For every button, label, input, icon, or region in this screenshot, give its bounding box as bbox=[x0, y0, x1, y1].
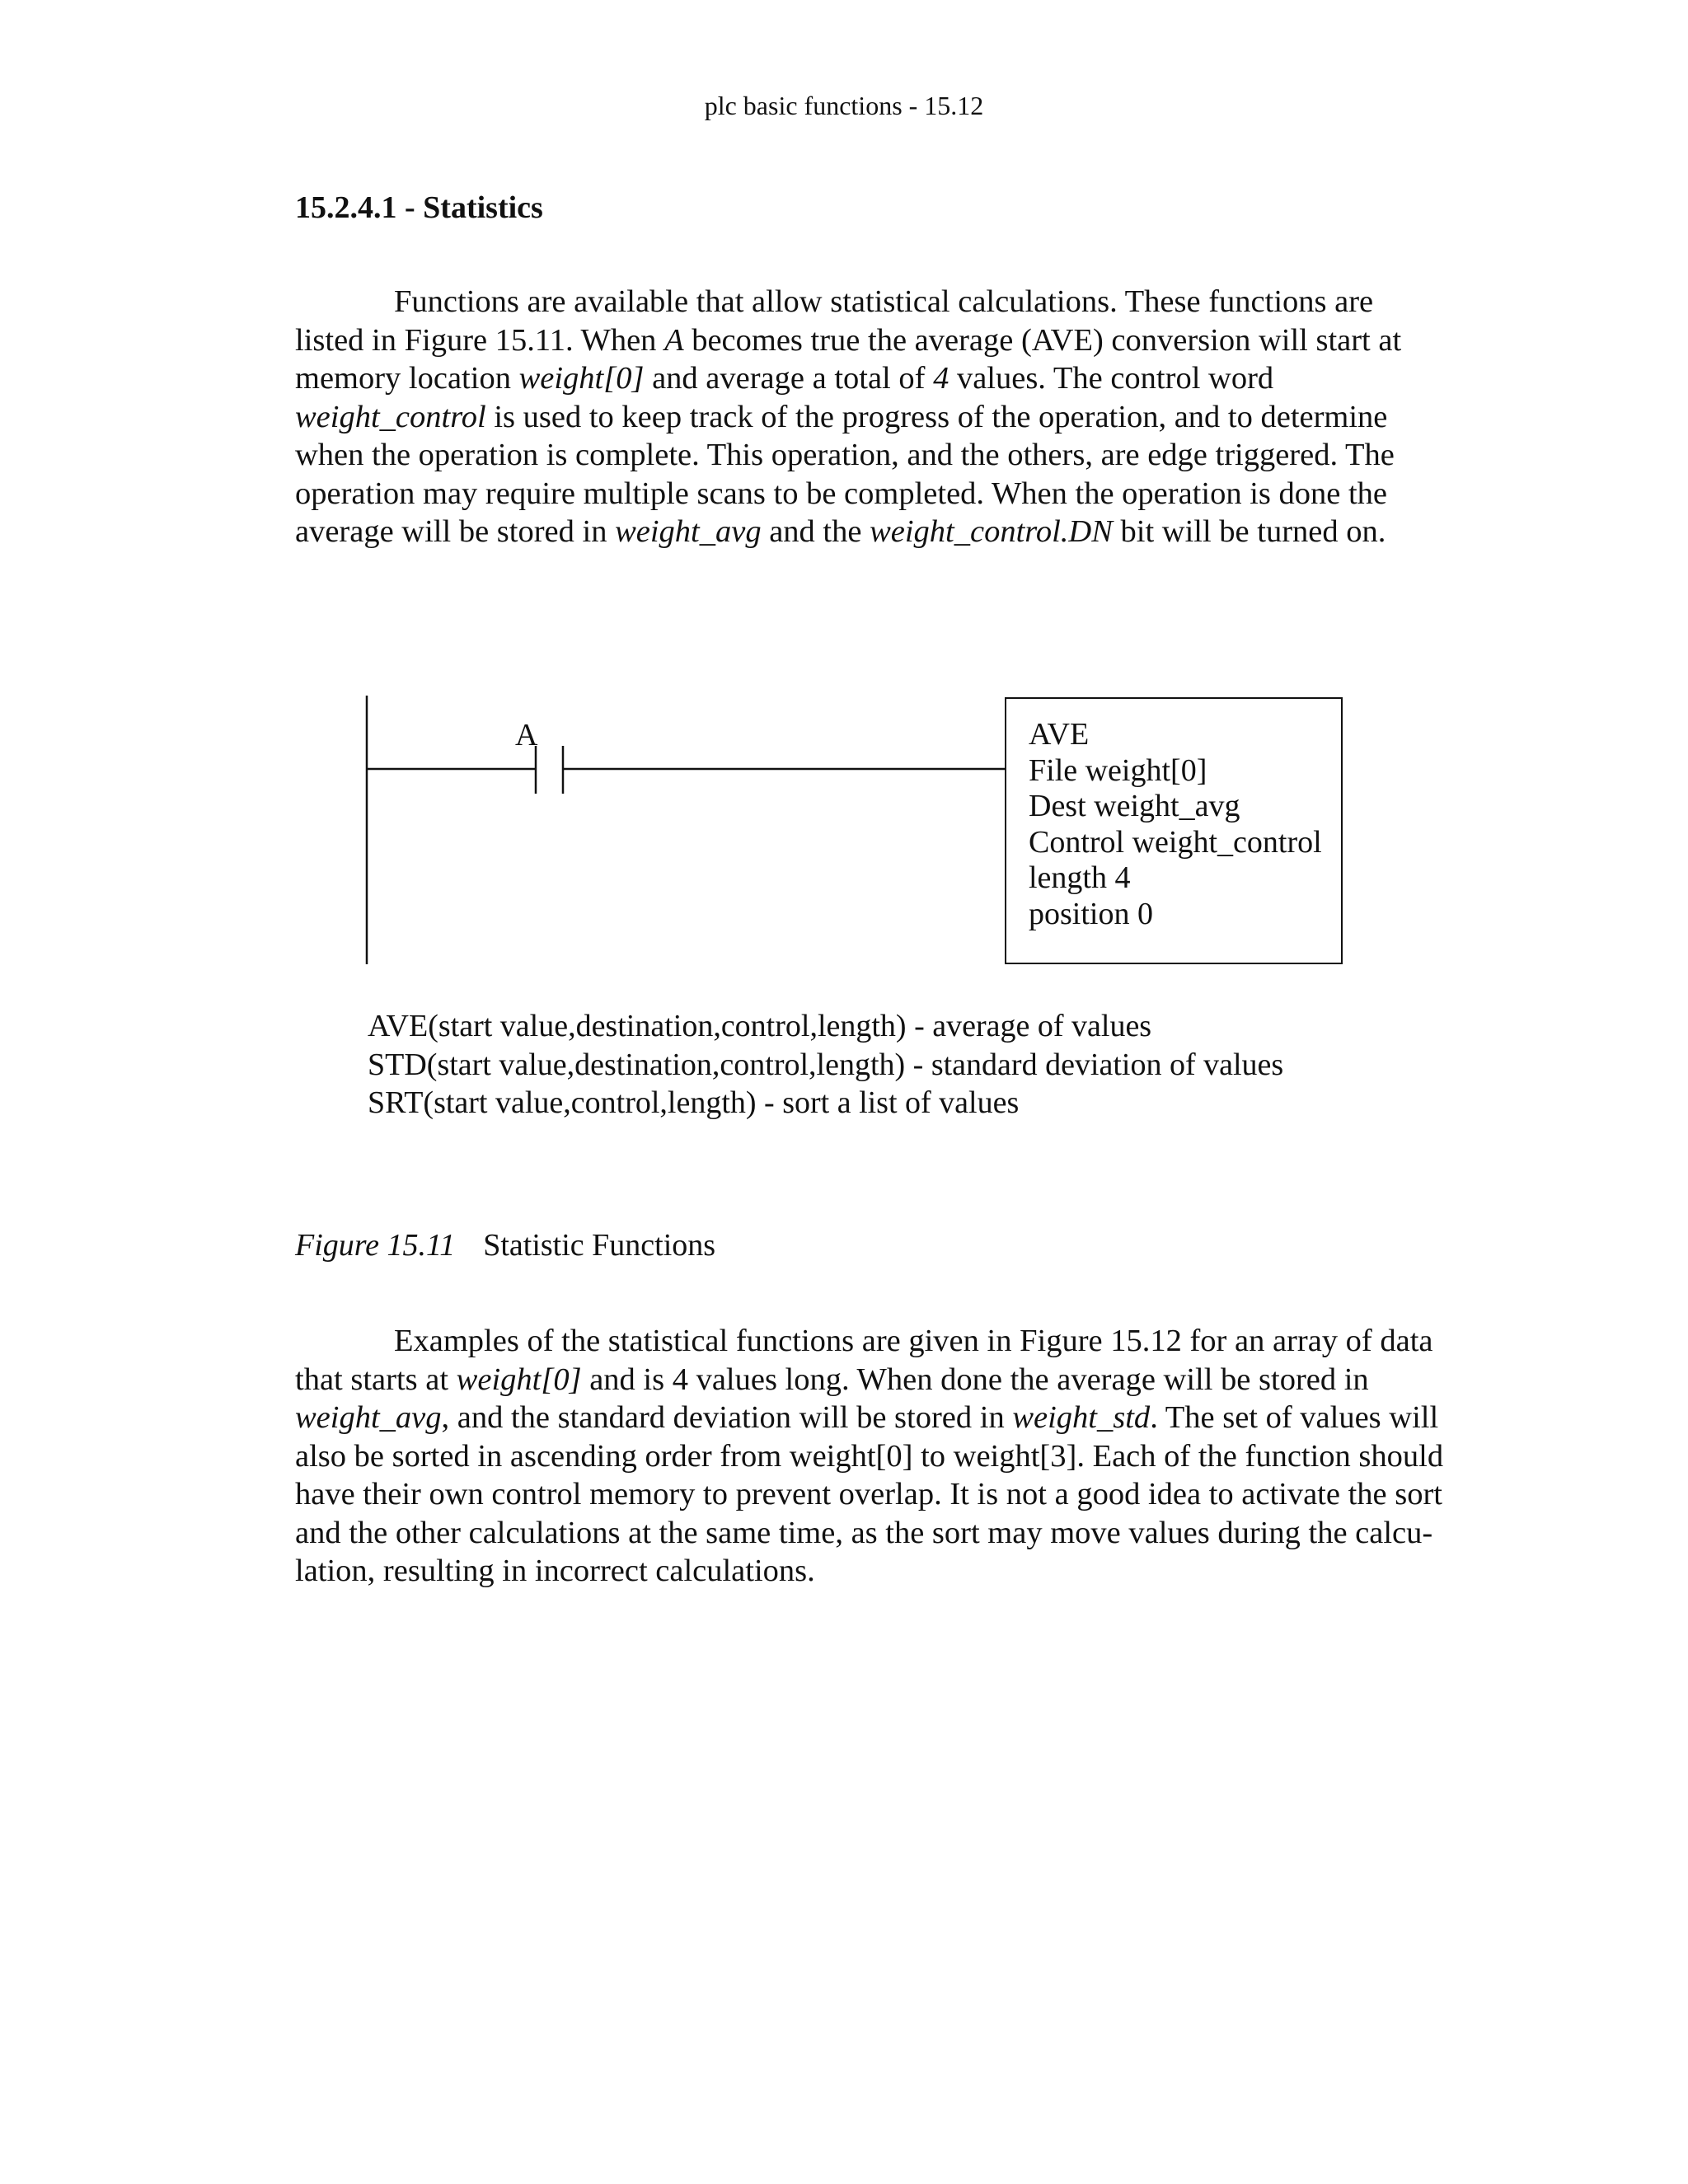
function-list-item-std: STD(start value,destination,control,length) - standard deviation of values bbox=[368, 1047, 1284, 1082]
paragraph-line bbox=[295, 1437, 1486, 1476]
italic-term: 4 bbox=[933, 361, 950, 396]
text-run: and the bbox=[761, 514, 870, 549]
paragraph-line bbox=[295, 1475, 1486, 1514]
italic-term: weight_avg bbox=[295, 1400, 442, 1435]
text-run: memory location bbox=[295, 361, 519, 396]
paragraph-line bbox=[295, 1361, 1486, 1399]
function-block-file: File weight[0] bbox=[1029, 752, 1207, 788]
italic-term: weight_control.DN bbox=[870, 514, 1113, 549]
text-run: when the operation is complete. This operation, and the others, are edge triggered. The bbox=[295, 438, 1395, 472]
text-run: and average a total of bbox=[644, 361, 934, 396]
paragraph-statistics-examples bbox=[295, 1322, 1486, 1591]
text-run: and is 4 values long. When done the average will be stored in bbox=[581, 1361, 1369, 1397]
function-list-item-srt: SRT(start value,control,length) - sort a list of values bbox=[368, 1085, 1020, 1120]
function-block-name: AVE bbox=[1029, 717, 1090, 752]
function-list-item-ave: AVE(start value,destination,control,length) - average of values bbox=[368, 1009, 1152, 1043]
italic-term: weight[0] bbox=[518, 361, 645, 396]
text-run: bit will be turned on. bbox=[1112, 514, 1386, 549]
paragraph-line bbox=[295, 513, 1486, 551]
text-run: have their own control memory to prevent overlap. It is not a good idea to activate the sort bbox=[295, 1477, 1442, 1511]
text-run: . The set of values will bbox=[1150, 1400, 1439, 1435]
paragraph-line bbox=[295, 475, 1486, 513]
text-run: becomes true the average (AVE) conversion will start at bbox=[683, 322, 1402, 358]
section-heading: 15.2.4.1 - Statistics bbox=[295, 190, 543, 225]
function-block-control: Control weight_control bbox=[1029, 824, 1322, 860]
text-run: Examples of the statistical functions are given in Figure 15.12 for an array of data bbox=[394, 1324, 1433, 1358]
italic-term: weight_avg bbox=[615, 514, 762, 549]
running-header: plc basic functions - 15.12 bbox=[704, 91, 984, 120]
italic-term: weight_std bbox=[1012, 1400, 1151, 1435]
paragraph-line bbox=[295, 1514, 1486, 1553]
paragraph-line bbox=[295, 321, 1486, 360]
text-run: listed in Figure 15.11. When bbox=[295, 322, 665, 358]
italic-term: weight[0] bbox=[456, 1361, 582, 1397]
paragraph-line bbox=[295, 1399, 1486, 1437]
paragraph-line bbox=[295, 398, 1486, 437]
text-run: also be sorted in ascending order from weight[0] to weight[3]. Each of the function should bbox=[295, 1438, 1444, 1474]
paragraph-line bbox=[295, 1552, 1486, 1591]
figure-number: Figure 15.11 bbox=[295, 1228, 456, 1263]
text-run: operation may require multiple scans to be completed. When the operation is done the bbox=[295, 476, 1387, 511]
function-list bbox=[368, 1007, 1283, 1122]
paragraph-line bbox=[295, 436, 1486, 475]
text-run: Functions are available that allow statistical calculations. These functions are bbox=[394, 284, 1374, 319]
italic-term: A bbox=[664, 322, 684, 358]
italic-term: weight_control bbox=[295, 399, 486, 434]
figure-caption bbox=[295, 1226, 715, 1264]
figure-title: Statistic Functions bbox=[483, 1228, 716, 1263]
function-block-position: position 0 bbox=[1029, 896, 1153, 931]
paragraph-line bbox=[295, 283, 1486, 321]
function-block-dest: Dest weight_avg bbox=[1029, 789, 1240, 823]
text-run: , and the standard deviation will be stored in bbox=[441, 1400, 1013, 1435]
contact-label-a: A bbox=[515, 718, 538, 752]
paragraph-line bbox=[295, 1322, 1486, 1361]
text-run: that starts at bbox=[295, 1361, 457, 1397]
text-run: values. The control word bbox=[949, 361, 1274, 396]
text-run: average will be stored in bbox=[295, 514, 616, 549]
text-run: lation, resulting in incorrect calculations. bbox=[295, 1554, 815, 1588]
ave-function-block bbox=[1005, 697, 1343, 964]
text-run: is used to keep track of the progress of the operation, and to determine bbox=[485, 399, 1388, 434]
function-block-length: length 4 bbox=[1029, 860, 1131, 895]
text-run: and the other calculations at the same time, as the sort may move values during the calcu- bbox=[295, 1515, 1433, 1550]
paragraph-line bbox=[295, 359, 1486, 398]
paragraph-statistics-intro bbox=[295, 283, 1486, 551]
